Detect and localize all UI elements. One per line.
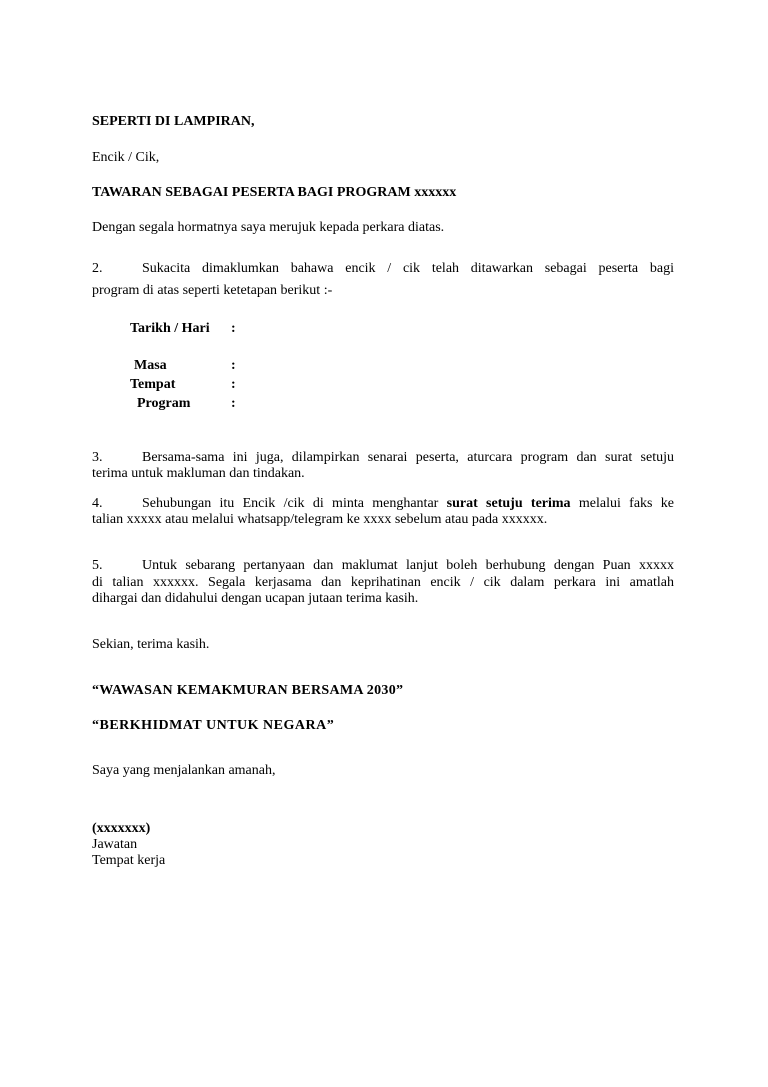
paragraph-3-line-2: terima untuk makluman dan tindakan. <box>92 466 305 481</box>
reference-line: SEPERTI DI LAMPIRAN, <box>92 114 255 129</box>
signatory-workplace: Tempat kerja <box>92 853 166 868</box>
paragraph-3-line-1: 3. Bersama-sama ini juga, dilampirkan senarai peserta, aturcara program dan surat setuju <box>92 450 674 465</box>
paragraph-2-line-2: program di atas seperti ketetapan berikut :- <box>92 283 333 298</box>
detail-colon-masa: : <box>231 358 236 373</box>
paragraph-5-line-3: dihargai dan didahului dengan ucapan jutaan terima kasih. <box>92 591 419 606</box>
paragraph-4-line-2: talian xxxxx atau melalui whatsapp/telegram ke xxxx sebelum atau pada xxxxxx. <box>92 512 548 527</box>
paragraph-2-number: 2. <box>92 261 103 276</box>
slogan-wawasan: “WAWASAN KEMAKMURAN BERSAMA 2030” <box>92 683 404 698</box>
paragraph-5-number: 5. <box>92 558 103 573</box>
paragraph-5-line-1: 5. Untuk sebarang pertanyaan dan maklumat lanjut boleh berhubung dengan Puan xxxxx <box>92 558 674 573</box>
detail-label-program: Program <box>137 396 191 411</box>
paragraph-2-line-1: 2. Sukacita dimaklumkan bahawa encik / cik telah ditawarkan sebagai peserta bagi <box>92 261 674 276</box>
paragraph-4-line-1: 4. Sehubungan itu Encik /cik di minta menghantar surat setuju terima melalui faks ke <box>92 496 675 511</box>
sign-off: Saya yang menjalankan amanah, <box>92 763 276 778</box>
surat-setuju-terima-emphasis: surat setuju terima <box>446 496 571 511</box>
detail-colon-program: : <box>231 396 236 411</box>
signatory-name: (xxxxxxx) <box>92 821 151 836</box>
salutation: Encik / Cik, <box>92 150 160 165</box>
closing-line: Sekian, terima kasih. <box>92 637 210 652</box>
detail-label-masa: Masa <box>134 358 167 373</box>
paragraph-4-number: 4. <box>92 496 103 511</box>
intro-paragraph: Dengan segala hormatnya saya merujuk kepada perkara diatas. <box>92 220 445 235</box>
paragraph-5-line-2: di talian xxxxxx. Segala kerjasama dan keprihatinan encik / cik dalam perkara ini amatlah <box>92 575 674 590</box>
detail-colon-tarikh: : <box>231 321 236 336</box>
slogan-berkhidmat: “BERKHIDMAT UNTUK NEGARA” <box>92 718 335 733</box>
detail-label-tarikh: Tarikh / Hari <box>130 321 210 336</box>
signatory-position: Jawatan <box>92 837 138 852</box>
detail-label-tempat: Tempat <box>130 377 176 392</box>
paragraph-3-number: 3. <box>92 450 103 465</box>
subject-line: TAWARAN SEBAGAI PESERTA BAGI PROGRAM xxxxxx <box>92 185 457 200</box>
detail-colon-tempat: : <box>231 377 236 392</box>
